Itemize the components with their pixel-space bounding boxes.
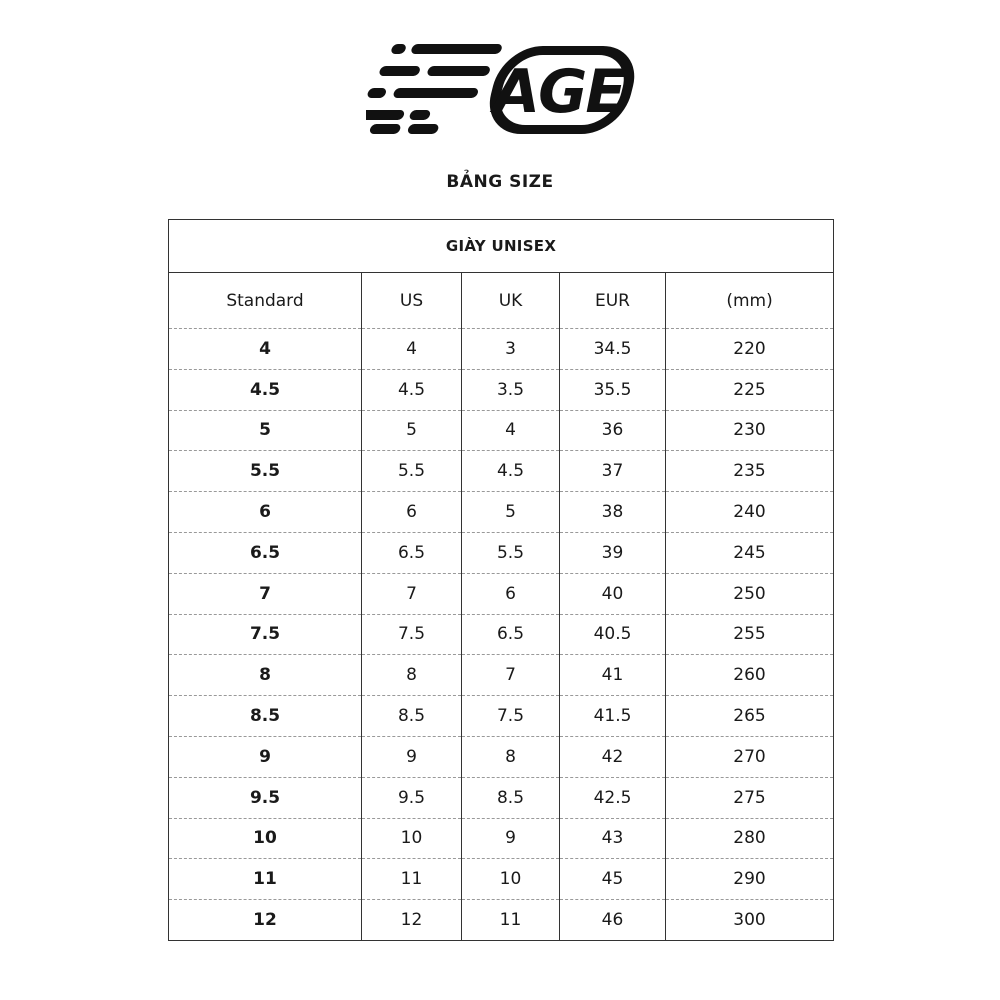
cell-uk: 7	[462, 655, 560, 696]
cell-mm: 260	[666, 655, 834, 696]
cell-uk: 7.5	[462, 696, 560, 737]
cell-us: 5.5	[362, 451, 462, 492]
cell-eur: 35.5	[560, 369, 666, 410]
table-row	[169, 900, 834, 941]
table-row	[169, 818, 834, 859]
cell-us: 9	[362, 736, 462, 777]
cell-standard: 6.5	[169, 532, 362, 573]
table-header-row	[169, 273, 834, 329]
cell-standard: 5	[169, 410, 362, 451]
cell-uk: 8	[462, 736, 560, 777]
cell-us: 12	[362, 900, 462, 941]
column-header-standard: Standard	[169, 273, 362, 329]
cell-us: 10	[362, 818, 462, 859]
cell-eur: 36	[560, 410, 666, 451]
cell-mm: 220	[666, 329, 834, 370]
table-row	[169, 859, 834, 900]
cell-standard: 5.5	[169, 451, 362, 492]
cell-us: 6	[362, 492, 462, 533]
cell-us: 5	[362, 410, 462, 451]
cell-uk: 3	[462, 329, 560, 370]
cell-standard: 7	[169, 573, 362, 614]
table-row	[169, 777, 834, 818]
table-row	[169, 492, 834, 533]
cell-eur: 43	[560, 818, 666, 859]
cell-eur: 41.5	[560, 696, 666, 737]
cell-uk: 9	[462, 818, 560, 859]
cell-us: 7	[362, 573, 462, 614]
cell-eur: 42.5	[560, 777, 666, 818]
cell-mm: 245	[666, 532, 834, 573]
cell-standard: 7.5	[169, 614, 362, 655]
cell-eur: 39	[560, 532, 666, 573]
table-row	[169, 329, 834, 370]
cell-mm: 225	[666, 369, 834, 410]
cell-eur: 40	[560, 573, 666, 614]
table-body	[169, 329, 834, 941]
cell-mm: 280	[666, 818, 834, 859]
page-title: BẢNG SIZE	[446, 172, 554, 192]
table-row	[169, 451, 834, 492]
cell-standard: 11	[169, 859, 362, 900]
cell-uk: 4	[462, 410, 560, 451]
table-title-row	[169, 220, 834, 273]
cell-mm: 290	[666, 859, 834, 900]
cell-eur: 41	[560, 655, 666, 696]
cell-uk: 3.5	[462, 369, 560, 410]
column-header-eur: EUR	[560, 273, 666, 329]
column-header-uk: UK	[462, 273, 560, 329]
cell-standard: 9.5	[169, 777, 362, 818]
cell-mm: 255	[666, 614, 834, 655]
cell-mm: 250	[666, 573, 834, 614]
table-row	[169, 369, 834, 410]
table-row	[169, 410, 834, 451]
cell-standard: 4	[169, 329, 362, 370]
cell-mm: 235	[666, 451, 834, 492]
cell-standard: 6	[169, 492, 362, 533]
cell-standard: 9	[169, 736, 362, 777]
table-title: GIÀY UNISEX	[169, 220, 834, 273]
cell-standard: 8.5	[169, 696, 362, 737]
table-row	[169, 532, 834, 573]
cell-mm: 240	[666, 492, 834, 533]
cell-mm: 300	[666, 900, 834, 941]
size-chart-table	[168, 219, 834, 941]
cell-eur: 38	[560, 492, 666, 533]
cell-uk: 6	[462, 573, 560, 614]
column-header-us: US	[362, 273, 462, 329]
cell-eur: 45	[560, 859, 666, 900]
cell-mm: 265	[666, 696, 834, 737]
cell-eur: 42	[560, 736, 666, 777]
cell-standard: 8	[169, 655, 362, 696]
table-row	[169, 573, 834, 614]
cell-eur: 34.5	[560, 329, 666, 370]
cell-us: 9.5	[362, 777, 462, 818]
logo-text: AGE	[493, 57, 625, 127]
cell-standard: 12	[253, 910, 277, 931]
cell-us: 4	[362, 329, 462, 370]
cell-eur: 46	[560, 900, 666, 941]
cell-eur: 37	[560, 451, 666, 492]
cell-mm: 230	[666, 410, 834, 451]
cell-us: 8	[362, 655, 462, 696]
cell-standard: 10	[169, 818, 362, 859]
table-row	[169, 614, 834, 655]
age-logo	[366, 40, 636, 140]
cell-uk: 6.5	[462, 614, 560, 655]
cell-mm: 270	[666, 736, 834, 777]
cell-uk: 5	[462, 492, 560, 533]
cell-eur: 40.5	[560, 614, 666, 655]
cell-us: 6.5	[362, 532, 462, 573]
cell-mm: 275	[666, 777, 834, 818]
cell-standard: 4.5	[169, 369, 362, 410]
cell-uk: 11	[462, 900, 560, 941]
cell-us: 11	[362, 859, 462, 900]
cell-uk: 10	[462, 859, 560, 900]
table-row	[169, 696, 834, 737]
cell-uk: 5.5	[462, 532, 560, 573]
cell-us: 4.5	[362, 369, 462, 410]
cell-us: 8.5	[362, 696, 462, 737]
table-row	[169, 736, 834, 777]
cell-us: 7.5	[362, 614, 462, 655]
column-header-mm: (mm)	[666, 273, 834, 329]
cell-uk: 8.5	[462, 777, 560, 818]
speed-lines-icon	[366, 44, 503, 134]
cell-uk: 4.5	[462, 451, 560, 492]
table-row	[169, 655, 834, 696]
